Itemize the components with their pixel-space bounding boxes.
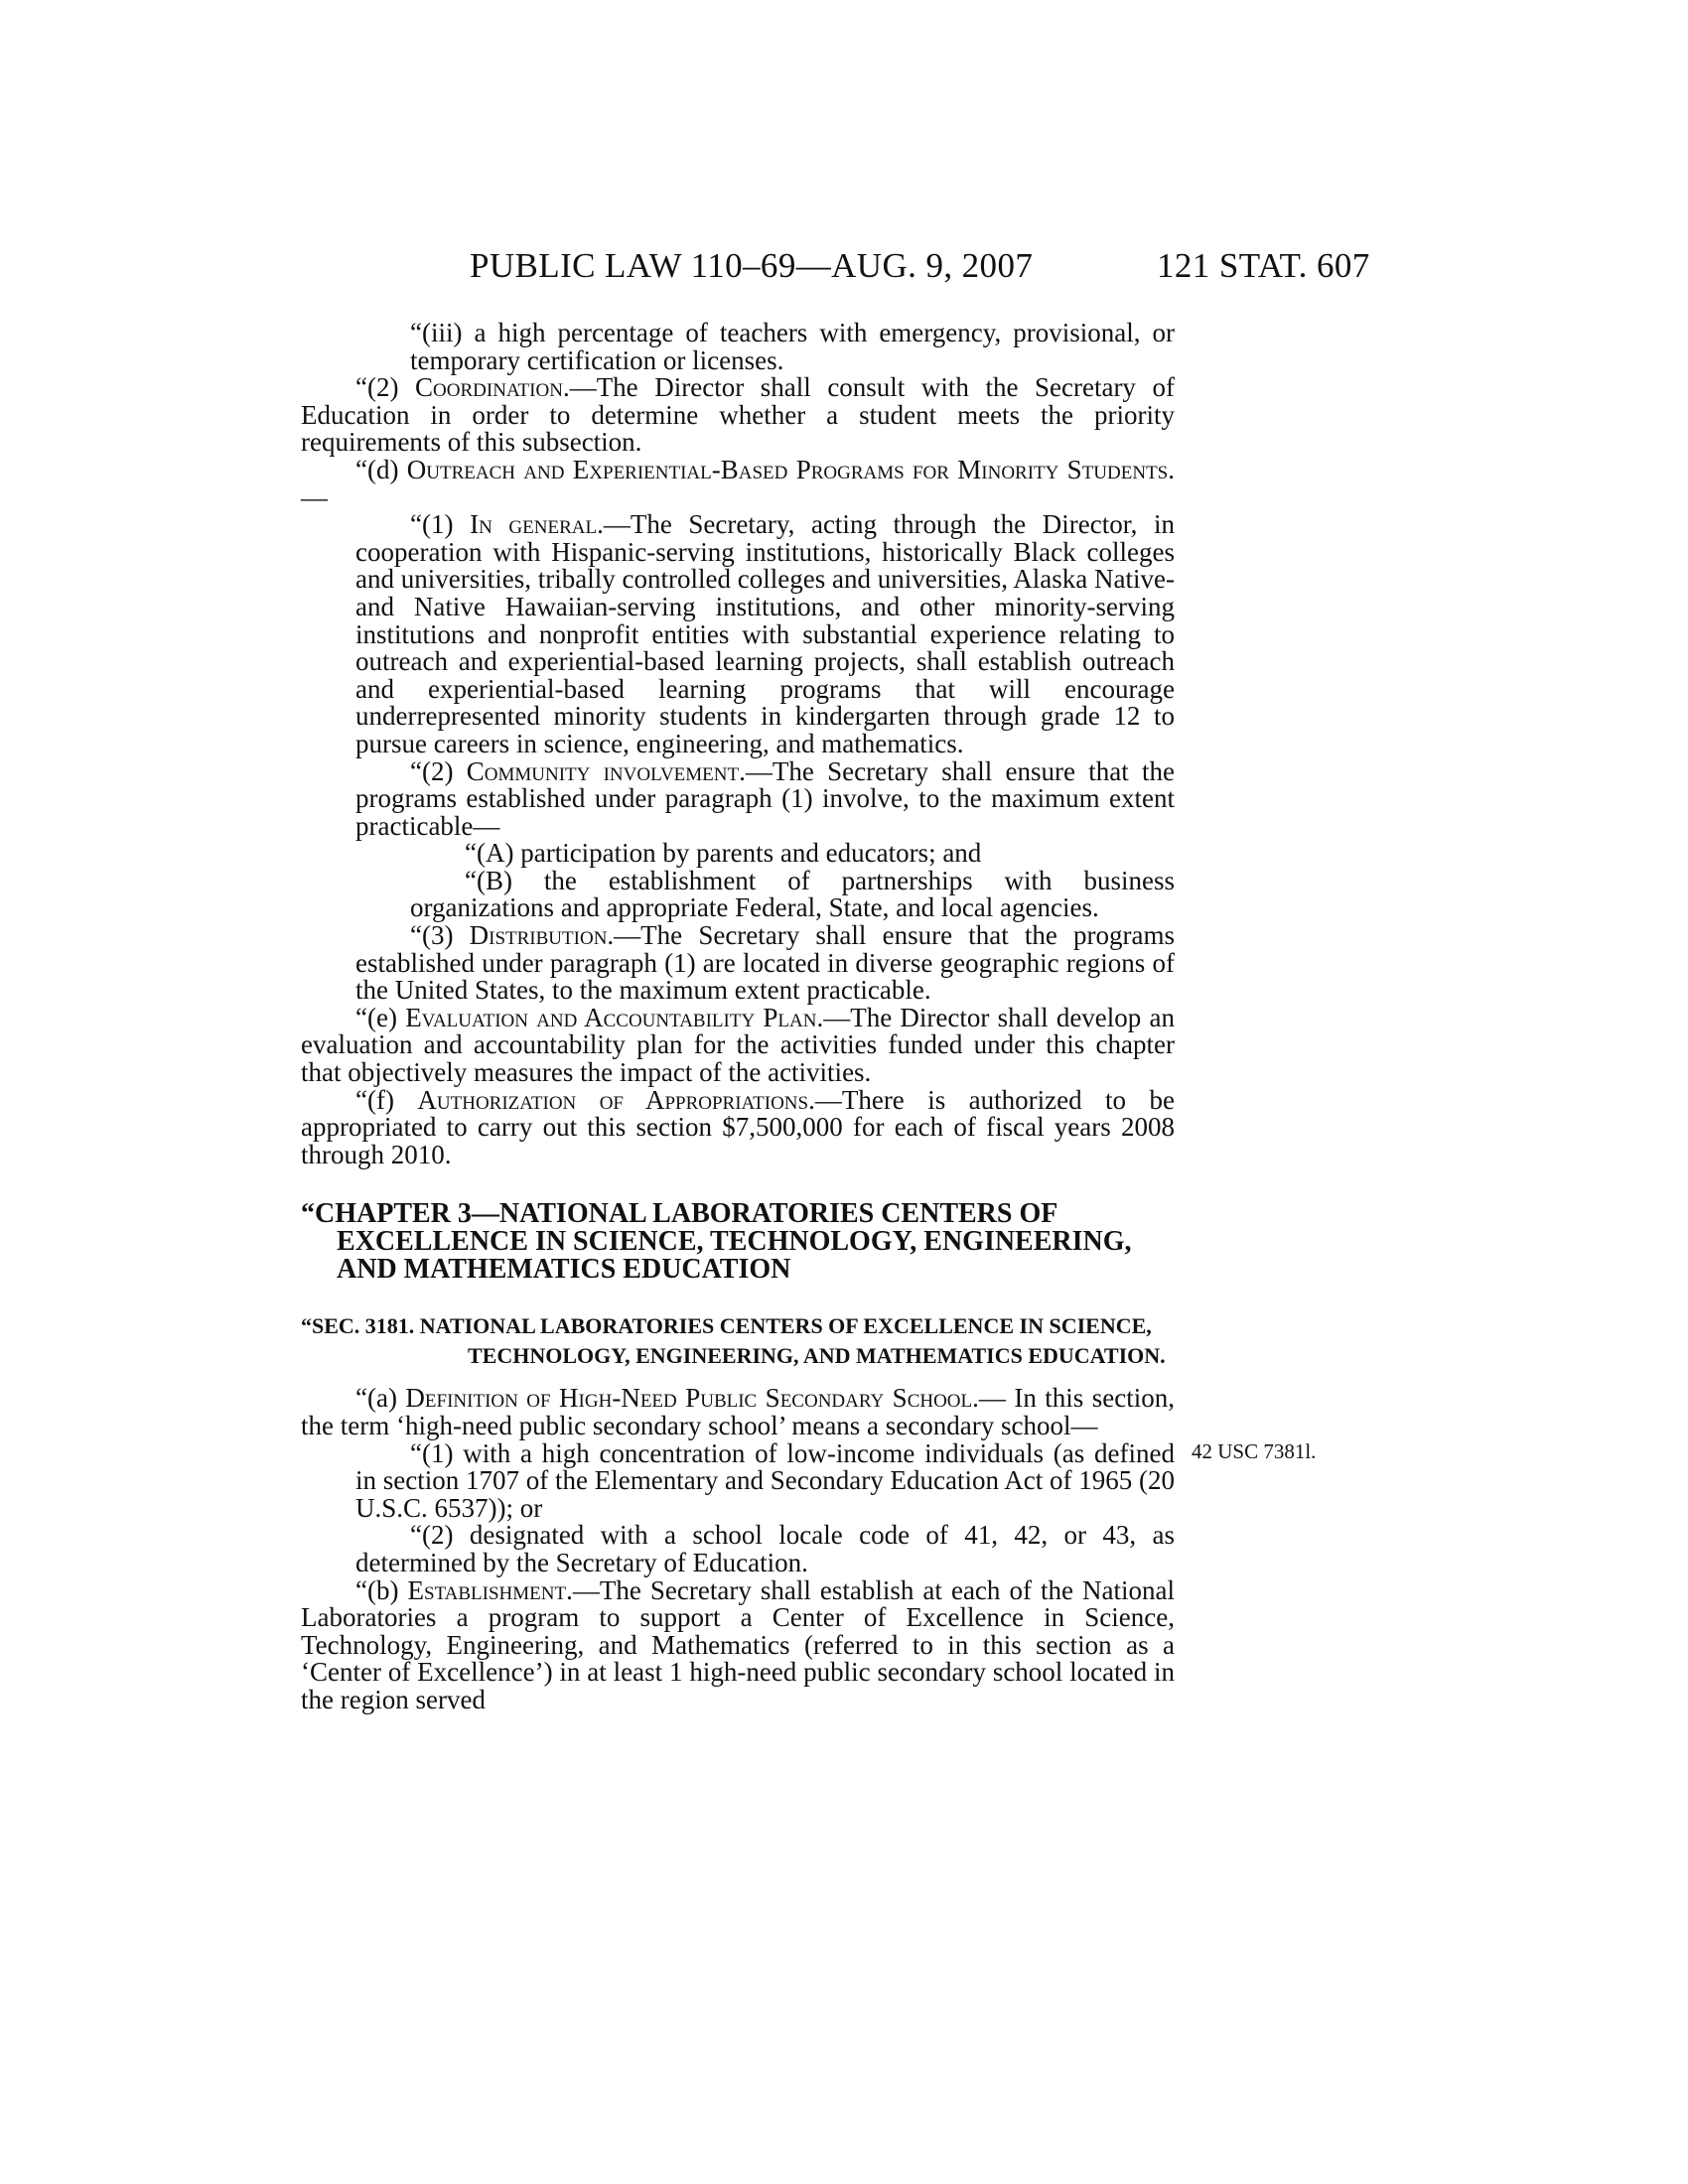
subsection-e-evaluation — [301, 1002, 1176, 1088]
paragraph-heading: Evaluation and Accountability Plan — [405, 1002, 817, 1032]
paragraph-heading: Community involvement — [466, 755, 740, 786]
page-reference: 121 STAT. 607 — [1157, 246, 1370, 285]
definition-item-1: “(1) with a high concentration of low-income individuals (as defined in section 1707 of the Elementary and Secondary Education Act of 1965 (20 U.S.C. 6537)); or — [355, 1437, 1175, 1523]
paragraph-heading: Coordination — [415, 372, 563, 403]
subsection-f-authorization — [301, 1084, 1175, 1169]
paragraph-number: “(b) — [355, 1574, 408, 1605]
paragraph-heading: Outreach and Experiential-Based Programs for Minority Students — [406, 454, 1169, 484]
paragraph-number: “(2) — [410, 755, 467, 786]
paragraph-text: .—The Secretary, acting through the Director, in cooperation with Hispanic-serving institutions, historically Black colleges and universities, tribally controlled colleges and universities, Alaska Native- and Native Hawaiian-serving institutions, and other minority-serving institutions and nonprofit entities with substantial experience relating to outreach and experiential-based learning projects, shall establish outreach and experiential-based learning programs that will encourage underrepresented minority students in kindergarten through grade 12 to pursue careers in science, engineering, and mathematics. — [355, 509, 1175, 758]
paragraph-heading: In general — [470, 509, 598, 540]
subparagraph-a: “(A) participation by parents and educators; and — [465, 838, 982, 869]
paragraph-1-in-general — [301, 511, 1175, 757]
paragraph-number: “(d) — [355, 454, 407, 484]
section-heading: “SEC. 3181. NATIONAL LABORATORIES CENTERS OF EXCELLENCE IN SCIENCE, TECHNOLOGY, ENGINEERING, AND MATHEMATICS EDUCATION. — [301, 1313, 1166, 1369]
paragraph-number: “(1) — [410, 509, 471, 540]
paragraph-3-distribution — [301, 922, 1175, 1005]
paragraph-text: .—The Director shall develop an evaluation and accountability plan for the activities funded under this chapter that objectively measures the impact of the activities. — [301, 1002, 1176, 1088]
paragraph-2-community-involvement — [301, 755, 1176, 841]
running-header-title: PUBLIC LAW 110–69—AUG. 9, 2007 — [470, 246, 1034, 285]
paragraph-number: “(f) — [355, 1084, 418, 1115]
paragraph-text: .—There is authorized to be appropriated to carry out this section $7,500,000 for each of fiscal years 2008 through 2010. — [301, 1084, 1175, 1169]
paragraph-number: “(a) — [355, 1383, 406, 1414]
paragraph-text: .— In this section, the term ‘high-need public secondary school’ means a secondary school— — [301, 1383, 1176, 1440]
paragraph-heading: Establishment — [407, 1574, 567, 1605]
paragraph-text: .— — [301, 454, 1175, 512]
subsection-d-outreach — [301, 454, 1175, 512]
paragraph-number: “(e) — [355, 1002, 406, 1032]
definition-item-2: “(2) designated with a school locale code of 41, 42, or 43, as determined by the Secretary of Education. — [355, 1520, 1175, 1577]
paragraph-iii: “(iii) a high percentage of teachers with emergency, provisional, or temporary certification or licenses. — [410, 318, 1175, 375]
paragraph-number: “(2) — [355, 372, 416, 403]
paragraph-2-coordination — [301, 374, 1175, 457]
document-body — [301, 320, 1175, 1714]
paragraph-text: .—The Secretary shall establish at each of the National Laboratories a program to support a Center of Excellence in Science, Technology, Engineering, and Mathematics (referred to in this section as a ‘Center of Excellence’) in at least 1 high-need public secondary school located in the region served — [301, 1574, 1175, 1714]
chapter-heading: “CHAPTER 3—NATIONAL LABORATORIES CENTERS OF EXCELLENCE IN SCIENCE, TECHNOLOGY, ENGINEERING, AND MATHEMATICS EDUCATION — [301, 1198, 1132, 1286]
paragraph-heading: Authorization of Appropriations — [417, 1084, 809, 1115]
subsection-b-establishment — [301, 1574, 1175, 1714]
paragraph-text: .—The Director shall consult with the Secretary of Education in order to determine whether a student meets the priority requirements of this subsection. — [301, 372, 1175, 458]
subsection-a-definition — [301, 1385, 1175, 1439]
paragraph-number: “(3) — [410, 920, 470, 951]
paragraph-heading: Definition of High-Need Public Secondary School — [405, 1383, 973, 1414]
paragraph-heading: Distribution — [469, 920, 608, 951]
paragraph-text: .—The Secretary shall ensure that the programs established under paragraph (1) involve, to the maximum extent practicable— — [355, 755, 1176, 841]
usc-margin-citation: 42 USC 7381l. — [1192, 1439, 1317, 1463]
paragraph-text: .—The Secretary shall ensure that the programs established under paragraph (1) are located in diverse geographic regions of the United States, to the maximum extent practicable. — [355, 920, 1175, 1006]
subparagraph-b: “(B) the establishment of partnerships with business organizations and appropriate Federal, State, and local agencies. — [410, 865, 1175, 923]
